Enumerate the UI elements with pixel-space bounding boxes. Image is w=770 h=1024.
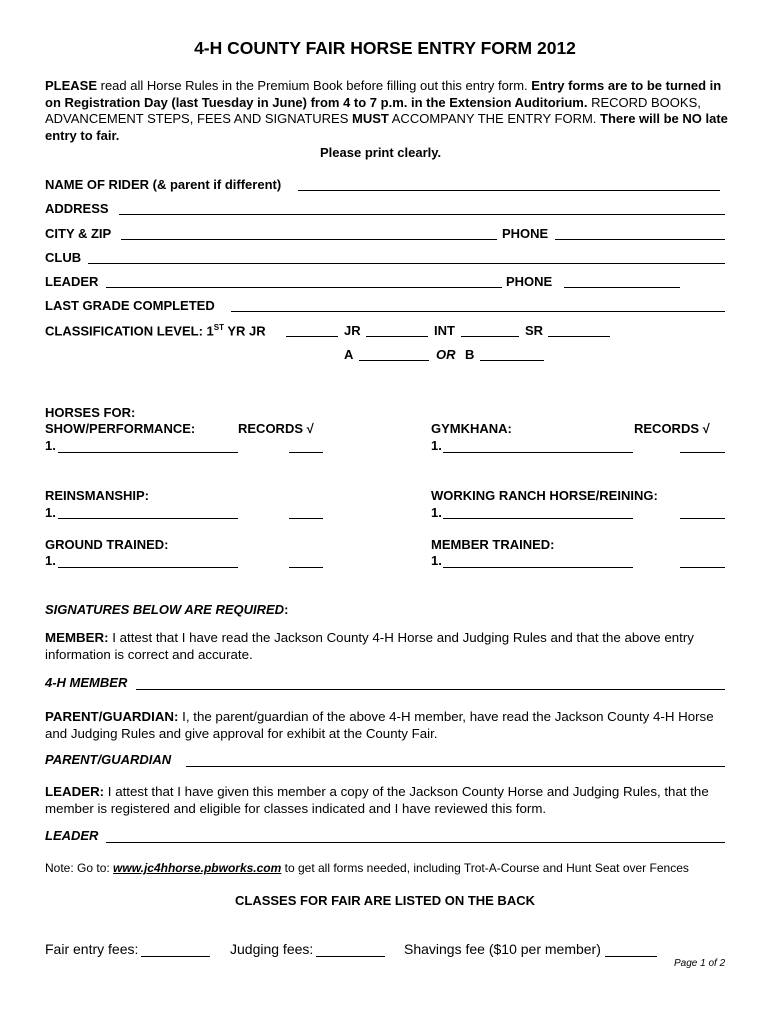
parent-attest-text (45, 709, 735, 742)
parent-signature-label: PARENT/GUARDIAN (45, 752, 172, 767)
member-trained-horse-field[interactable] (443, 567, 633, 568)
member-signature-label: 4-H MEMBER (45, 675, 128, 690)
leader-label: LEADER (45, 274, 99, 289)
int-label: INT (434, 323, 455, 338)
judging-fees-field[interactable] (316, 956, 385, 957)
parent-attest-label: PARENT/GUARDIAN: (45, 709, 179, 724)
intro-no-late: There will be NO late entry to fair. (45, 111, 728, 143)
rider-name-label: NAME OF RIDER (& parent if different) (45, 177, 282, 192)
ground-trained-label: GROUND TRAINED: (45, 537, 169, 552)
club-label: CLUB (45, 250, 82, 265)
ground-trained-num-label: 1. (45, 553, 56, 568)
gymkhana-label: GYMKHANA: (431, 421, 512, 436)
intro-text-2: RECORD BOOKS, ADVANCEMENT STEPS, FEES AND SIGNATURES (45, 94, 701, 126)
member-signature-field[interactable] (136, 689, 725, 690)
intro-deadline: Entry forms are to be turned in on Registration Day (last Tuesday in June) from 4 to 7 p.m. in the Extension Auditorium. (45, 78, 722, 110)
address-label: ADDRESS (45, 201, 109, 216)
member-attest-text (45, 630, 735, 663)
sr-field[interactable] (548, 336, 610, 337)
member-trained-records-check[interactable] (680, 567, 725, 568)
city-zip-label: CITY & ZIP (45, 226, 112, 241)
records-label-left: RECORDS √ (238, 421, 314, 436)
reinsmanship-num-label: 1. (45, 505, 56, 520)
member-attest-label: MEMBER: (45, 630, 109, 645)
website-note (45, 861, 689, 875)
print-clearly-note: Please print clearly. (320, 145, 442, 160)
rider-name-field[interactable] (298, 190, 720, 191)
signatures-header (45, 602, 288, 617)
jr-label: JR (344, 323, 361, 338)
club-field[interactable] (88, 263, 725, 264)
page-title: 4-H COUNTY FAIR HORSE ENTRY FORM 2012 (194, 38, 576, 58)
phone-field-1[interactable] (555, 239, 725, 240)
intro-must: MUST (352, 111, 389, 126)
show-records-check[interactable] (289, 452, 323, 453)
phone-label-1: PHONE (502, 226, 549, 241)
shavings-fee-label: Shavings fee ($10 per member) (404, 941, 601, 957)
classification-sup: ST (213, 323, 224, 332)
fair-entry-fees-field[interactable] (141, 956, 210, 957)
horses-for-label: HORSES FOR: (45, 405, 136, 420)
b-field[interactable] (480, 360, 544, 361)
gymkhana-horse-field[interactable] (443, 452, 633, 453)
parent-attest-body: I, the parent/guardian of the above 4-H member, have read the Jackson County 4-H Horse and Judging Rules and give approval for exhibit at the County Fair. (45, 709, 714, 741)
classes-note: CLASSES FOR FAIR ARE LISTED ON THE BACK (235, 893, 535, 908)
classification-text: CLASSIFICATION LEVEL: 1 (45, 323, 214, 339)
working-ranch-num-label: 1. (431, 505, 442, 520)
gymkhana-records-check[interactable] (680, 452, 725, 453)
records-label-right: RECORDS √ (634, 421, 710, 436)
parent-signature-field[interactable] (186, 766, 725, 767)
shavings-fee-field[interactable] (605, 956, 657, 957)
phone-field-2[interactable] (564, 287, 680, 288)
show-performance-label: SHOW/PERFORMANCE: (45, 421, 196, 436)
intro-please: PLEASE (45, 78, 98, 93)
page-number: Page 1 of 2 (674, 958, 726, 969)
ground-trained-horse-field[interactable] (58, 567, 238, 568)
last-grade-field[interactable] (231, 311, 725, 312)
show-num-label: 1. (45, 438, 56, 453)
address-field[interactable] (119, 214, 725, 215)
member-attest-body: I attest that I have read the Jackson County 4-H Horse and Judging Rules and that the above entry information is correct and accurate. (45, 630, 694, 662)
intro-paragraph (45, 78, 735, 144)
working-ranch-horse-field[interactable] (443, 518, 633, 519)
b-label: B (465, 347, 475, 362)
intro-text-1: read all Horse Rules in the Premium Book before filling out this entry form. (97, 78, 532, 93)
leader-signature-field[interactable] (106, 842, 725, 843)
first-yr-jr-field[interactable] (286, 336, 338, 337)
classification-label (45, 323, 266, 338)
signatures-header-colon: : (284, 602, 289, 617)
website-link[interactable]: www.jc4hhorse.pbworks.com (113, 861, 282, 875)
leader-field[interactable] (106, 287, 502, 288)
working-ranch-label: WORKING RANCH HORSE/REINING: (431, 488, 658, 503)
a-field[interactable] (359, 360, 429, 361)
judging-fees-label: Judging fees: (230, 941, 314, 957)
phone-label-2: PHONE (506, 274, 553, 289)
yr-jr-text: YR JR (224, 323, 266, 339)
last-grade-label: LAST GRADE COMPLETED (45, 298, 215, 313)
leader-attest-body: I attest that I have given this member a copy of the Jackson County Horse and Judging Rules, that the member is registered and eligible for classes indicated and I have reviewed this form. (45, 784, 709, 816)
jr-field[interactable] (366, 336, 428, 337)
member-trained-num-label: 1. (431, 553, 442, 568)
city-zip-field[interactable] (121, 239, 497, 240)
a-label: A (344, 347, 354, 362)
note-suffix: to get all forms needed, including Trot-A-Course and Hunt Seat over Fences (281, 861, 689, 875)
reinsmanship-horse-field[interactable] (58, 518, 238, 519)
member-trained-label: MEMBER TRAINED: (431, 537, 555, 552)
signatures-header-text: SIGNATURES BELOW ARE REQUIRED (45, 602, 285, 617)
fair-entry-fees-label: Fair entry fees: (45, 941, 139, 957)
sr-label: SR (525, 323, 544, 338)
reinsmanship-records-check[interactable] (289, 518, 323, 519)
leader-attest-label: LEADER: (45, 784, 105, 799)
intro-text-3: ACCOMPANY THE ENTRY FORM. (388, 111, 601, 126)
leader-attest-text (45, 784, 735, 817)
gymkhana-num-label: 1. (431, 438, 442, 453)
leader-signature-label: LEADER (45, 828, 99, 843)
ground-trained-records-check[interactable] (289, 567, 323, 568)
show-horse-field[interactable] (58, 452, 238, 453)
note-prefix: Note: Go to: (45, 861, 114, 875)
working-ranch-records-check[interactable] (680, 518, 725, 519)
reinsmanship-label: REINSMANSHIP: (45, 488, 150, 503)
int-field[interactable] (461, 336, 519, 337)
or-label: OR (436, 347, 456, 362)
